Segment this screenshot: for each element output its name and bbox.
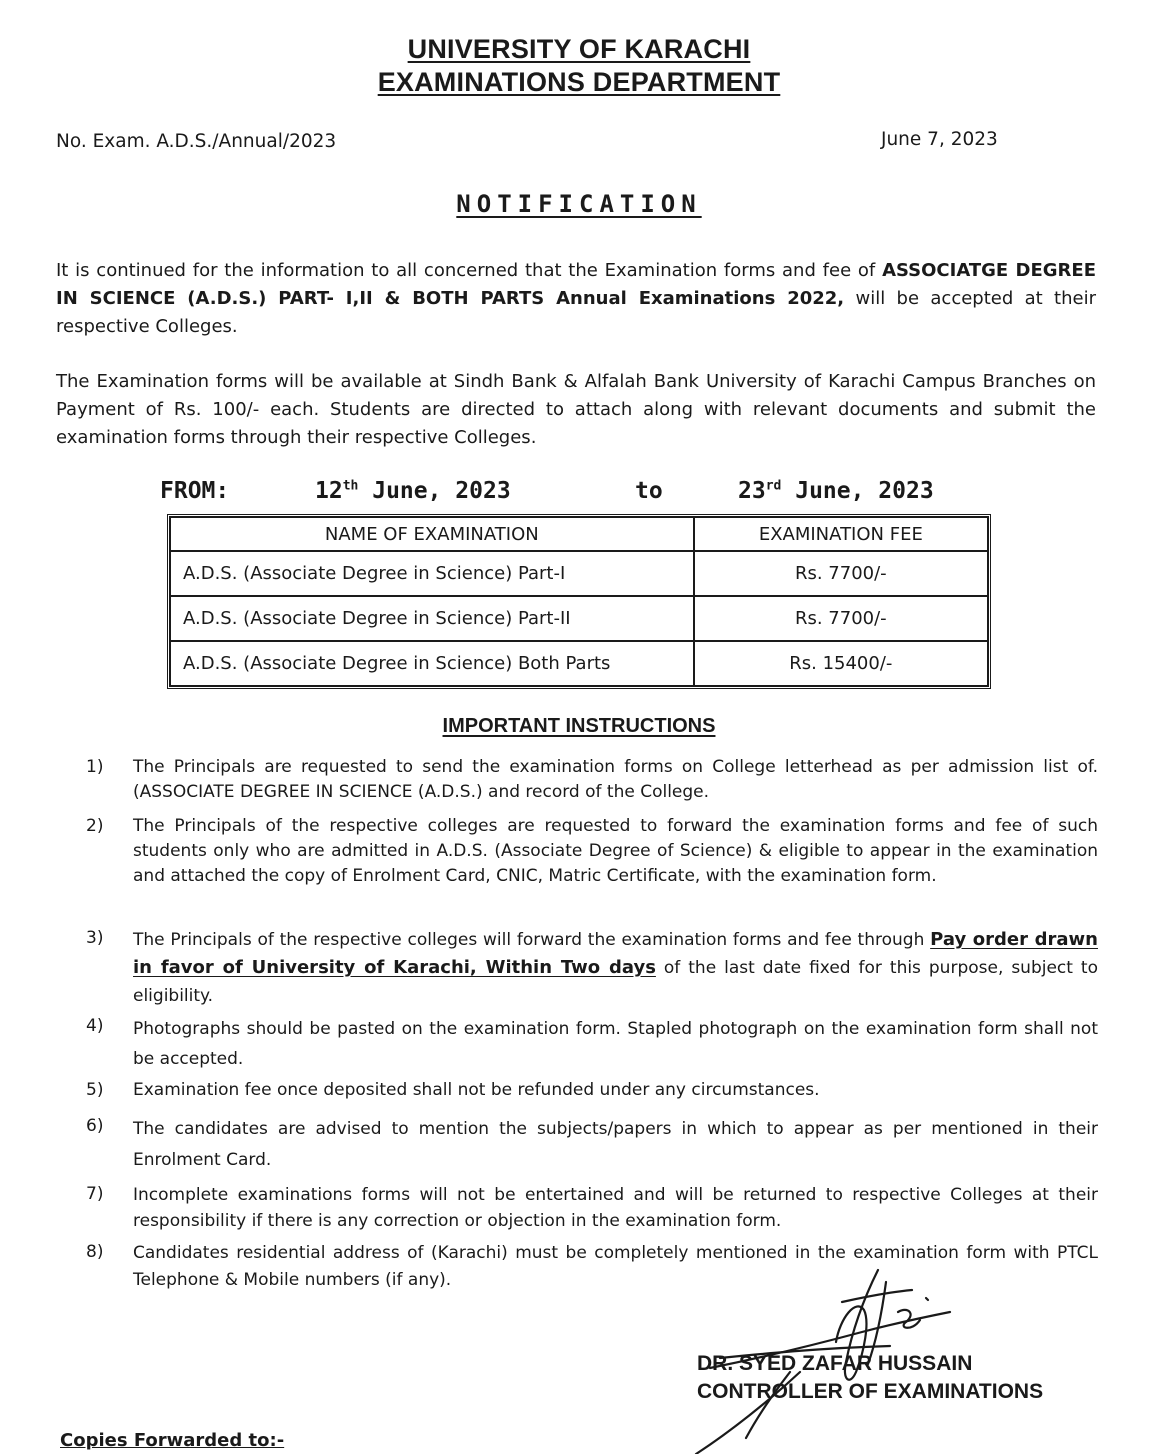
instruction-text: Examination fee once deposited shall not be refunded under any circumstances. bbox=[133, 1080, 820, 1100]
from-suffix: th bbox=[342, 478, 359, 494]
exam-fee-cell: Rs. 7700/- bbox=[694, 551, 988, 596]
from-label: FROM: bbox=[160, 478, 230, 504]
pay-order-highlight: Pay order drawn in favor of University of Karachi, Within Two days bbox=[133, 929, 1098, 978]
to-suffix: rd bbox=[765, 478, 782, 494]
instruction-number: 7) bbox=[86, 1184, 104, 1204]
copies-forwarded: Copies Forwarded to:- bbox=[60, 1430, 285, 1451]
instruction-number: 3) bbox=[86, 928, 104, 948]
instruction-text: The Principals are requested to send the examination forms on College letterhead as per admission list of. (ASSOCIATE DEGREE IN SCIENCE (A.D.S.) and record of the College. bbox=[133, 757, 1098, 802]
schedule-line bbox=[160, 478, 1000, 512]
instruction-number: 6) bbox=[86, 1116, 104, 1136]
exam-name-cell: A.D.S. (Associate Degree in Science) Both Parts bbox=[170, 641, 694, 686]
instruction-number: 4) bbox=[86, 1016, 104, 1036]
department-name: EXAMINATIONS DEPARTMENT bbox=[377, 67, 781, 97]
instruction-number: 5) bbox=[86, 1080, 104, 1100]
table-header-row bbox=[170, 517, 988, 551]
notice-date: June 7, 2023 bbox=[881, 129, 998, 150]
instruction-text: Candidates residential address of (Karachi) must be completely mentioned in the examination form with PTCL Telephone & Mobile numbers (if any). bbox=[133, 1243, 1098, 1290]
exam-fee-cell: Rs. 15400/- bbox=[694, 641, 988, 686]
instruction-number: 2) bbox=[86, 816, 104, 836]
instruction-text: Incomplete examinations forms will not be entertained and will be returned to respective Colleges at their responsibility if there is any correction or objection in the examination form. bbox=[133, 1185, 1098, 1231]
exam-fee-cell: Rs. 7700/- bbox=[694, 596, 988, 641]
intro-programme: ASSOCIATGE DEGREE IN SCIENCE (A.D.S.) PART- I,II & BOTH PARTS Annual Examinations 2022, bbox=[56, 260, 1096, 309]
column-header-name: NAME OF EXAMINATION bbox=[170, 517, 694, 551]
intro-text: It is continued for the information to all concerned that the Examination forms and fee of bbox=[56, 260, 876, 281]
instruction-number: 8) bbox=[86, 1242, 104, 1262]
from-month-year: June, 2023 bbox=[372, 478, 511, 504]
from-date bbox=[315, 478, 511, 504]
fee-table bbox=[167, 514, 991, 689]
intro-text-end: will be accepted at their respective Colleges. bbox=[56, 288, 1096, 337]
to-month-year: June, 2023 bbox=[795, 478, 934, 504]
notification-title: NOTIFICATION bbox=[456, 190, 702, 218]
to-date bbox=[738, 478, 934, 504]
exam-name-cell: A.D.S. (Associate Degree in Science) Part-II bbox=[170, 596, 694, 641]
table-row bbox=[170, 551, 988, 596]
to-label: to bbox=[635, 478, 663, 504]
instruction-text bbox=[133, 926, 1098, 1010]
instructions-title: IMPORTANT INSTRUCTIONS bbox=[442, 715, 716, 737]
instruction-text: The Principals of the respective colleges are requested to forward the examination forms and fee of such students only who are admitted in A.D.S. (Associate Degree of Science) & eligible to appear in the examination and attached the copy of Enrolment Card, CNIC, Matric Certificate, with the examination form. bbox=[133, 816, 1098, 886]
instruction-number: 1) bbox=[86, 757, 104, 777]
instruction-text-end: of the last date fixed for this purpose, subject to eligibility. bbox=[133, 958, 1098, 1006]
availability-paragraph: The Examination forms will be available at Sindh Bank & Alfalah Bank University of Karachi Campus Branches on Payment of Rs. 100/- each. Students are directed to attach along with relevant documents and submit the examination forms through their respective Colleges. bbox=[56, 371, 1096, 448]
reference-number: No. Exam. A.D.S./Annual/2023 bbox=[56, 131, 337, 152]
to-day: 23 bbox=[738, 478, 766, 504]
column-header-fee: EXAMINATION FEE bbox=[694, 517, 988, 551]
university-name: UNIVERSITY OF KARACHI bbox=[407, 34, 751, 64]
exam-name-cell: A.D.S. (Associate Degree in Science) Part-I bbox=[170, 551, 694, 596]
table-row bbox=[170, 596, 988, 641]
signatory-designation: CONTROLLER OF EXAMINATIONS bbox=[697, 1380, 1044, 1403]
table-row bbox=[170, 641, 988, 686]
instruction-text-start: The Principals of the respective colleges will forward the examination forms and fee through bbox=[133, 930, 925, 950]
intro-paragraph bbox=[56, 257, 1096, 341]
from-day: 12 bbox=[315, 478, 343, 504]
signatory-name: DR. SYED ZAFAR HUSSAIN bbox=[697, 1352, 973, 1375]
instruction-text: Photographs should be pasted on the examination form. Stapled photograph on the examination form shall not be accepted. bbox=[133, 1019, 1098, 1069]
instruction-text: The candidates are advised to mention the subjects/papers in which to appear as per mentioned in their Enrolment Card. bbox=[133, 1119, 1098, 1170]
